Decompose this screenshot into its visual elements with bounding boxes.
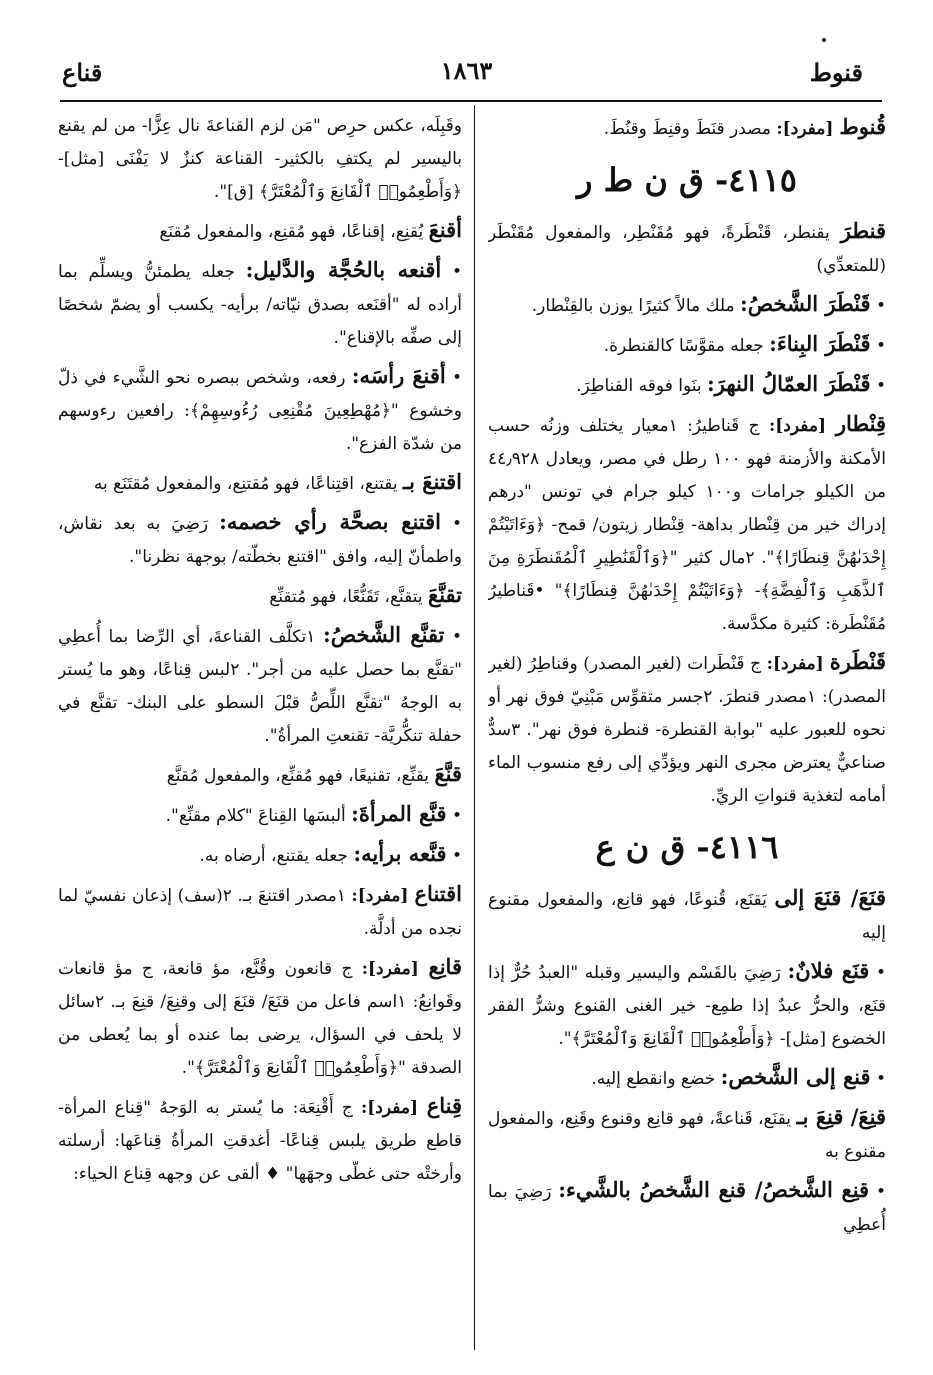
dictionary-entry: [488, 645, 886, 813]
pos-tag: [مفرد]:: [766, 654, 830, 674]
entry-body: ١مصدر اقتنعَ بـ. ٢(سف) إذعان نفسيّ لما نجده من أدلَّة.: [58, 886, 462, 939]
headword: أقنعَ: [428, 217, 462, 242]
entry-body: ملك مالاً كثيرًا يوزن بالقِنْطار.: [531, 296, 741, 316]
sense-item: [488, 287, 886, 323]
headword: قنِع الشَّخصُ/ قنع الشَّخصُ بالشَّيء:: [558, 1177, 870, 1202]
dictionary-entry: [58, 578, 462, 614]
sense-item: [488, 954, 886, 1056]
entry-body: يقتنع، اقتِناعًا، فهو مُقتنِع، والمفعول مُقتَنَع به: [93, 474, 403, 494]
sense-item: [58, 253, 462, 355]
pos-tag: [مفرد]:: [768, 416, 836, 436]
headword: أقنعَ رأسَه:: [351, 363, 446, 388]
pos-tag: [مفرد]:: [351, 886, 415, 906]
entry-body: وقَبِلَه، عكس حرِص "مَن لزم القناعةَ نال عِزًّا- من لم يقنع باليسير لم يكتفِ بالكثير- القناعة كنزٌ لا يَفْنَى [مثل]- ﴿وَأَطْعِمُوا۟ ٱلْقَانِعَ وَٱلْمُعْتَرَّ﴾ [ق]".: [58, 116, 462, 202]
headword: اقتناع: [414, 881, 462, 906]
entry-body: رَضِيَ بما أُعطِي: [488, 1182, 886, 1235]
headword: قَنْطَرَ البِناءَ:: [769, 331, 871, 356]
entry-body: ج قَنْطَرات (لغير المصدر) وقناطِرُ (لغير المصدر): ١مصدر قنطرَ. ٢جسر متقوِّس مَبْنِيّ فوق نهر أو نحوه للعبور عليه "بوابة القنطرة- قنطرة فوق نهر". ٣سدٌّ صناعيٌّ يعترض مجرى النهر ويؤدِّي إلى رفع منسوب الماء أمامه لتغذية قنواتِ الريِّ.: [488, 654, 886, 806]
sense-item: [58, 505, 462, 574]
dictionary-entry: [488, 1100, 886, 1169]
headword: قنَعَ/ قنَعَ إلى: [774, 885, 886, 910]
dictionary-entry: [58, 465, 462, 501]
page-dot: [822, 38, 826, 42]
sense-item: [58, 359, 462, 461]
entry-body: يقنِّع، تقنيعًا، فهو مُقنِّع، والمفعول مُقنَّع: [166, 766, 435, 786]
headword: قِناع: [426, 1093, 462, 1118]
headword: قنِعَ/ قنِعَ بـ: [796, 1104, 886, 1129]
dictionary-entry: [488, 214, 886, 283]
entry-body: جعله مقوَّسًا كالقنطرة.: [603, 336, 770, 356]
entry-body: بنَوا فوقه القناطِرَ.: [576, 376, 707, 396]
headword: قَنْطَرَ العمّالُ النهرَ:: [707, 371, 871, 396]
continued-text: [58, 110, 462, 209]
entry-body: ألبسَها القِناعَ "كلام مقنِّع".: [165, 806, 352, 826]
header-rule: [60, 100, 882, 102]
left-column: [58, 110, 462, 1350]
headword: تقنَّعَ: [428, 582, 462, 607]
root-section-heading: ٤١١٦- ق ن ع: [595, 828, 779, 866]
headword: قنَع فلانٌ:: [787, 958, 870, 983]
headword: قَنْطَرَ الشَّخصُ:: [740, 291, 871, 316]
entry-body: رَضِيَ به بعد نقاش، واطمأنّ إليه، وافق "اقتنع بخطّته/ بوجهة نظرنا".: [58, 514, 462, 567]
entry-body: ج أَقْنِعَة: ما يُستر به الوَجهُ "قِناع المرأة- قاطع طريق يلبس قِناعًا- أغدقتِ المرأةُ قِناعَها: أرسلته وأرختْه حتى غطّى وجهَها" ♦ ألقى عن وجهه قِناع الحياء:: [58, 1098, 462, 1184]
sense-item: [488, 1060, 886, 1096]
entry-body: جعله يقتنع، أرضاه به.: [199, 846, 354, 866]
sense-item: [488, 367, 886, 403]
entry-body: ١تكلَّف القناعةَ، أي الرِّضا بما أُعطِي "تقنَّع بما حصل عليه من أجر". ٢لبس قِناعًا، وهو ما يُستر به الوجهُ "تقنَّع اللِّصُّ قبْلَ السطو على البنك- تقنَّع في حفلة تنكُّريَّة- تقنعتِ المرأةُ".: [58, 627, 462, 746]
header-left-word: قناع: [62, 58, 103, 87]
pos-tag: [مفرد]:: [360, 1098, 427, 1118]
root-section-heading: ٤١١٥- ق ن ط ر: [577, 161, 797, 199]
headword: قنع إلى الشَّخص:: [720, 1064, 871, 1089]
entry-body: يُقنِع، إقناعًا، فهو مُقنِع، والمفعول مُقنَع: [159, 222, 429, 242]
header-right-word: قنوط: [809, 58, 863, 87]
right-column: [488, 110, 886, 1350]
headword: اقتنع بصحَّة رأي خصمه:: [219, 509, 442, 534]
entry-body: رَضِيَ بالقَسْم واليسير وقبله "العبدُ حُرٌّ إذا قنَع، والحرُّ عبدٌ إذا طمِع- خير الغنى القنوع وشرُّ الفقر الخضوع [مثل]- ﴿وَأَطْعِمُوا۟ ٱلْقَانِعَ وَٱلْمُعْتَرَّ﴾".: [488, 963, 886, 1049]
headword: قَنْطَرة: [829, 649, 886, 674]
dictionary-entry: [58, 950, 462, 1085]
headword: قانِع: [428, 954, 462, 979]
sense-item: [58, 837, 462, 873]
headword: قنَّع المرأةَ:: [351, 801, 447, 826]
entry-body: مصدر قنَطَ وقنِطَ وقنُطَ.: [603, 119, 777, 139]
dictionary-entry: [58, 877, 462, 946]
headword: تقنَّع الشَّخصُ:: [322, 622, 445, 647]
entry-body: ج قانعون وقُنَّع، مؤ قانعة، ج مؤ قانعات وقَوانِعُ: ١اسم فاعل من قنَعَ/ قنَعَ إلى وقنِعَ/ قنِعَ بـ. ٢سائل لا يلحف في السؤال، يرضى بما عنده أو بما يُعطى من الصدقة "﴿وَأَطْعِمُوا۟ ٱلْقَانِعَ وَٱلْمُعْتَرَّ﴾".: [58, 959, 462, 1078]
entry-body: يَقنَع، قُنوعًا، فهو قانِع، والمفعول مقنوع إليه: [488, 890, 886, 943]
entry-body: يقنَع، قَناعةً، فهو قانِع وقنوع وقَنِع، والمفعول مقنوع به: [488, 1109, 886, 1162]
headword: أقنعه بالحُجَّة والدَّليل:: [245, 257, 442, 282]
dictionary-entry: [58, 213, 462, 249]
headword: قنَّعَ: [434, 761, 462, 786]
entry-body: رفعه، وشخص ببصره نحو الشَّيء في ذلّ وخشوع "﴿مُهْطِعِينَ مُقْنِعِى رُءُوسِهِمْ﴾: رافعين رءوسهم من شدّة الفزع".: [58, 368, 462, 454]
entry-body: جعله يطمئنُّ ويسلِّم بما أراده له "أقنَعه بصدق نيّاته/ برأيه- يكسب أو يضمّ شخصًا إلى صفِّه بالإقناع".: [58, 262, 462, 348]
dictionary-entry: [58, 757, 462, 793]
dictionary-entry: [488, 881, 886, 950]
entry-body: يتقنَّع، تَقَنُّعًا، فهو مُتقنِّع: [269, 587, 429, 607]
headword: قنطرَ: [840, 218, 886, 243]
headword: اقتنعَ بـ: [402, 469, 462, 494]
dictionary-entry: [488, 407, 886, 641]
entry-body: خضع وانقطع إليه.: [591, 1069, 721, 1089]
sense-item: [58, 797, 462, 833]
sense-item: [488, 1173, 886, 1242]
headword: قُنوط: [839, 114, 886, 139]
entry-body: ج قَناطيرُ: ١معيار يختلف وزنُه حسب الأمكنة والأزمنة فهو ١٠٠ رطل في مصر، ويعادل ٤٤٫٩٢٨ من الكيلو جرامات و١٠٠ كيلو جرام في تونس "درهم إدراك خير من قِنْطار بداهة- قِنْطار زيتون/ قمح- ﴿وَءَاتَيْتُمْ إِحْدَىٰهُنَّ قِنطَارًا﴾". ٢مال كثير "﴿وَٱلْقَنَٰطِيرِ ٱلْمُقَنطَرَةِ مِنَ ٱلذَّهَبِ وَٱلْفِضَّةِ﴾- ﴿وَءَاتَيْتُمْ إِحْدَىٰهُنَّ قِنطَارًا﴾" •قَناطيرُ مُقَنْطَرة: كثيرة مكدَّسة.: [488, 416, 886, 634]
sense-item: [58, 618, 462, 753]
dictionary-entry: [488, 110, 886, 146]
pos-tag: [مفرد]:: [776, 119, 840, 139]
headword: قِنْطار: [835, 411, 886, 436]
column-divider: [474, 105, 475, 1350]
headword: قنَّعه برأيه:: [353, 841, 447, 866]
entry-body: يقنطر، قَنْطَرةً، فهو مُقَنْطِر، والمفعول مُقَنْطَر (للمتعدِّي): [488, 223, 886, 276]
sense-item: [488, 327, 886, 363]
page-number: ١٨٦٣: [440, 56, 493, 85]
pos-tag: [مفرد]:: [361, 959, 429, 979]
dictionary-entry: [58, 1089, 462, 1191]
